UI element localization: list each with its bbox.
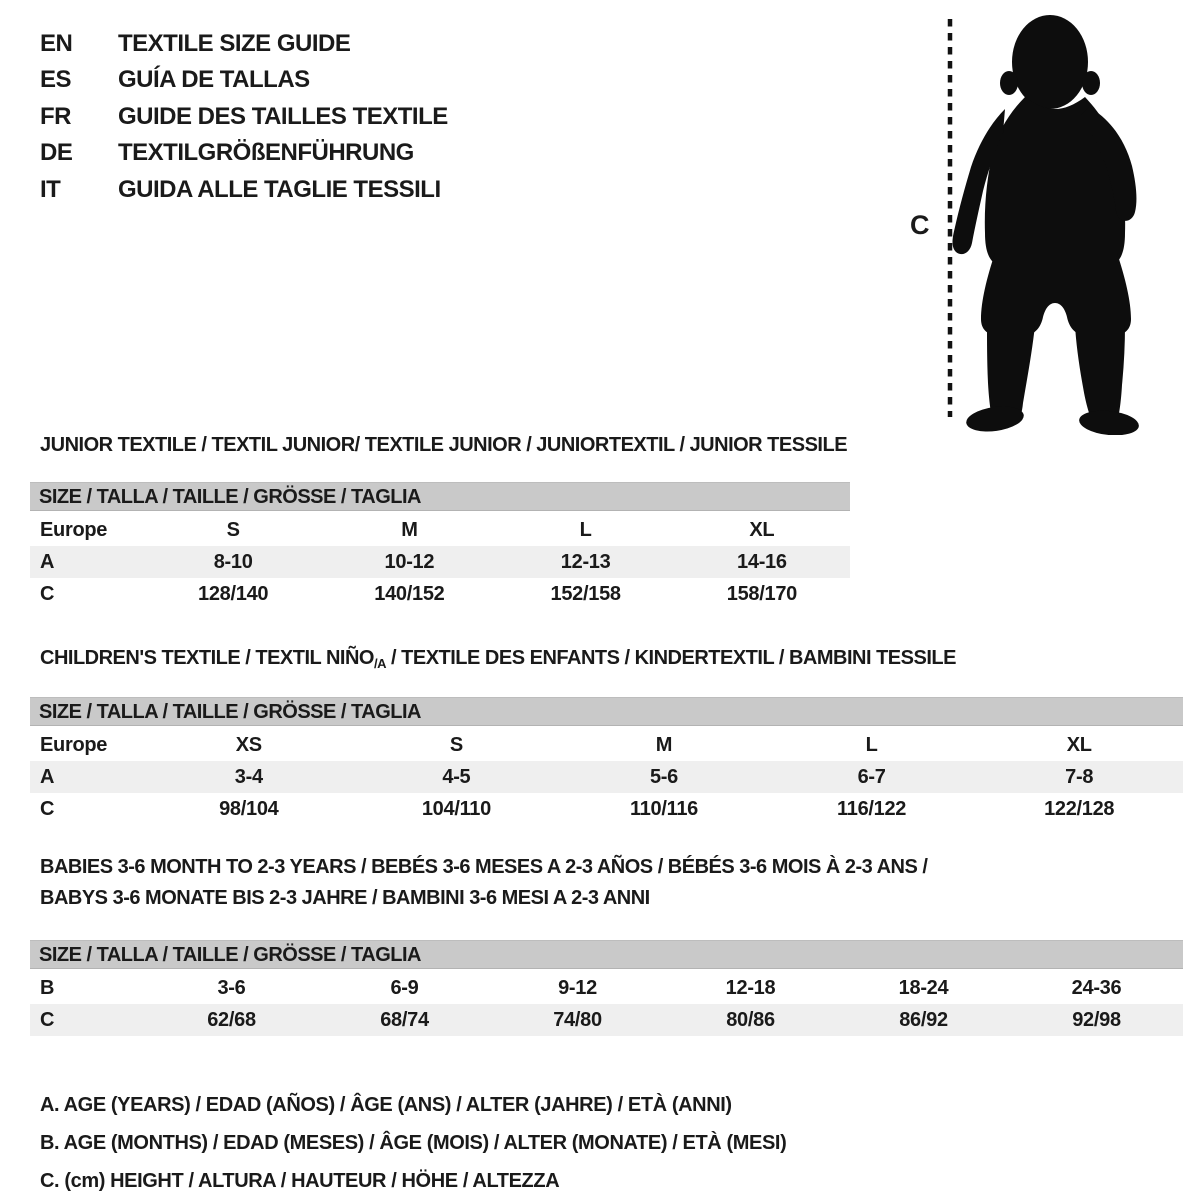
size-cell: 3-6 bbox=[217, 976, 246, 999]
size-cell: XL bbox=[1066, 733, 1092, 756]
title-subscript: /A bbox=[373, 656, 386, 671]
toddler-silhouette-icon bbox=[895, 5, 1155, 435]
size-cell: 9-12 bbox=[558, 976, 597, 999]
size-cell: 62/68 bbox=[207, 1008, 256, 1031]
size-cell: L bbox=[865, 733, 878, 756]
language-code: IT bbox=[40, 175, 61, 203]
size-cell: XS bbox=[235, 733, 262, 756]
language-code: DE bbox=[40, 139, 73, 167]
size-cell: 104/110 bbox=[421, 797, 491, 820]
size-cell: 68/74 bbox=[380, 1008, 429, 1031]
row-label: C bbox=[40, 797, 55, 820]
row-label: C bbox=[40, 1008, 55, 1031]
size-cell: 8-10 bbox=[213, 550, 253, 573]
title-part: CHILDREN'S TEXTILE / TEXTIL NIÑO bbox=[40, 647, 374, 669]
size-cell: 140/152 bbox=[374, 582, 445, 605]
size-cell: 10-12 bbox=[384, 550, 435, 573]
guide-title-it: GUIDA ALLE TAGLIE TESSILI bbox=[118, 175, 441, 203]
table-row-age bbox=[30, 761, 1183, 793]
size-cell: 14-16 bbox=[737, 550, 787, 573]
row-label: Europe bbox=[40, 518, 108, 541]
size-cell: S bbox=[226, 518, 240, 541]
section-junior bbox=[30, 434, 1183, 610]
size-cell: XL bbox=[749, 518, 775, 541]
size-cell: S bbox=[449, 733, 463, 756]
size-cell: M bbox=[401, 518, 418, 541]
size-cell: 74/80 bbox=[553, 1008, 602, 1031]
language-code: EN bbox=[40, 30, 73, 57]
size-cell: 24-36 bbox=[1071, 976, 1122, 999]
size-cell: 3-4 bbox=[234, 765, 263, 788]
guide-title-de: TEXTILGRÖßENFÜHRUNG bbox=[118, 139, 414, 167]
row-label: B bbox=[40, 976, 55, 999]
language-row-es bbox=[40, 62, 448, 98]
legend-age-months: B. AGE (MONTHS) / EDAD (MESES) / ÂGE (MOIS) / ALTER (MONATE) / ETÀ (MESI) bbox=[40, 1132, 787, 1154]
title-part: / TEXTILE DES ENFANTS / KINDERTEXTIL / BAMBINI TESSILE bbox=[385, 647, 956, 669]
size-cell: 18-24 bbox=[898, 976, 949, 999]
babies-size-table bbox=[30, 940, 1183, 1036]
size-cell: 4-5 bbox=[442, 765, 471, 788]
size-table-header: SIZE / TALLA / TAILLE / GRÖSSE / TAGLIA bbox=[30, 940, 1183, 969]
section-title-children bbox=[30, 647, 1183, 671]
table-row-age bbox=[30, 546, 850, 578]
row-label: C bbox=[40, 582, 55, 605]
toddler-silhouette bbox=[953, 15, 1141, 435]
language-row-fr bbox=[40, 99, 448, 135]
size-table-header: SIZE / TALLA / TAILLE / GRÖSSE / TAGLIA bbox=[30, 482, 850, 511]
size-cell: 116/122 bbox=[837, 797, 907, 820]
language-row-de bbox=[40, 135, 448, 171]
children-size-table bbox=[30, 697, 1183, 825]
row-label: A bbox=[40, 550, 55, 573]
section-title-junior: JUNIOR TEXTILE / TEXTIL JUNIOR/ TEXTILE JUNIOR / JUNIORTEXTIL / JUNIOR TESSILE bbox=[40, 434, 848, 456]
guide-title-es: GUÍA DE TALLAS bbox=[118, 66, 310, 94]
table-row-europe bbox=[30, 514, 850, 546]
babies-title-line1: BABIES 3-6 MONTH TO 2-3 YEARS / BEBÉS 3-6 MESES A 2-3 AÑOS / BÉBÉS 3-6 MOIS À 2-3 ANS / bbox=[40, 856, 928, 878]
row-label: Europe bbox=[40, 733, 108, 756]
size-cell: M bbox=[655, 733, 673, 756]
guide-title-en: TEXTILE SIZE GUIDE bbox=[118, 30, 351, 57]
size-cell: 92/98 bbox=[1072, 1008, 1121, 1031]
size-cell: 6-9 bbox=[390, 976, 419, 999]
size-cell: 5-6 bbox=[649, 765, 678, 788]
size-tables bbox=[30, 434, 1183, 1200]
size-cell: 86/92 bbox=[899, 1008, 948, 1031]
table-row-height bbox=[30, 578, 850, 610]
size-cell: 122/128 bbox=[1044, 797, 1115, 820]
size-cell: 128/140 bbox=[198, 582, 269, 605]
size-cell: 7-8 bbox=[1065, 765, 1094, 788]
language-title-list bbox=[40, 26, 448, 208]
language-code: FR bbox=[40, 102, 71, 130]
section-title-babies bbox=[30, 852, 1183, 914]
size-cell: 12-18 bbox=[725, 976, 776, 999]
size-cell: 6-7 bbox=[857, 765, 886, 788]
language-code: ES bbox=[40, 66, 72, 94]
measure-legend bbox=[30, 1086, 1183, 1200]
guide-title-fr: GUIDE DES TAILLES TEXTILE bbox=[118, 102, 448, 130]
size-cell: L bbox=[579, 518, 592, 541]
table-row-europe bbox=[30, 729, 1183, 761]
row-label: A bbox=[40, 765, 55, 788]
size-cell: 12-13 bbox=[560, 550, 611, 573]
language-row-en bbox=[40, 26, 448, 62]
section-children bbox=[30, 647, 1183, 825]
size-cell: 80/86 bbox=[726, 1008, 775, 1031]
table-row-height bbox=[30, 1004, 1183, 1036]
legend-height-cm: C. (cm) HEIGHT / ALTURA / HAUTEUR / HÖHE / ALTEZZA bbox=[40, 1170, 560, 1192]
legend-age-years: A. AGE (YEARS) / EDAD (AÑOS) / ÂGE (ANS) / ALTER (JAHRE) / ETÀ (ANNI) bbox=[40, 1094, 732, 1116]
section-babies bbox=[30, 852, 1183, 1036]
height-measure-label: C bbox=[910, 210, 930, 240]
size-cell: 110/116 bbox=[629, 797, 698, 820]
table-row-height bbox=[30, 793, 1183, 825]
junior-size-table bbox=[30, 482, 850, 610]
size-cell: 158/170 bbox=[726, 582, 797, 605]
size-table-header: SIZE / TALLA / TAILLE / GRÖSSE / TAGLIA bbox=[30, 697, 1183, 726]
babies-title-line2: BABYS 3-6 MONATE BIS 2-3 JAHRE / BAMBINI 3-6 MESI A 2-3 ANNI bbox=[40, 887, 650, 909]
size-cell: 152/158 bbox=[550, 582, 621, 605]
size-cell: 98/104 bbox=[219, 797, 279, 820]
language-row-it bbox=[40, 172, 448, 208]
table-row-months bbox=[30, 972, 1183, 1004]
